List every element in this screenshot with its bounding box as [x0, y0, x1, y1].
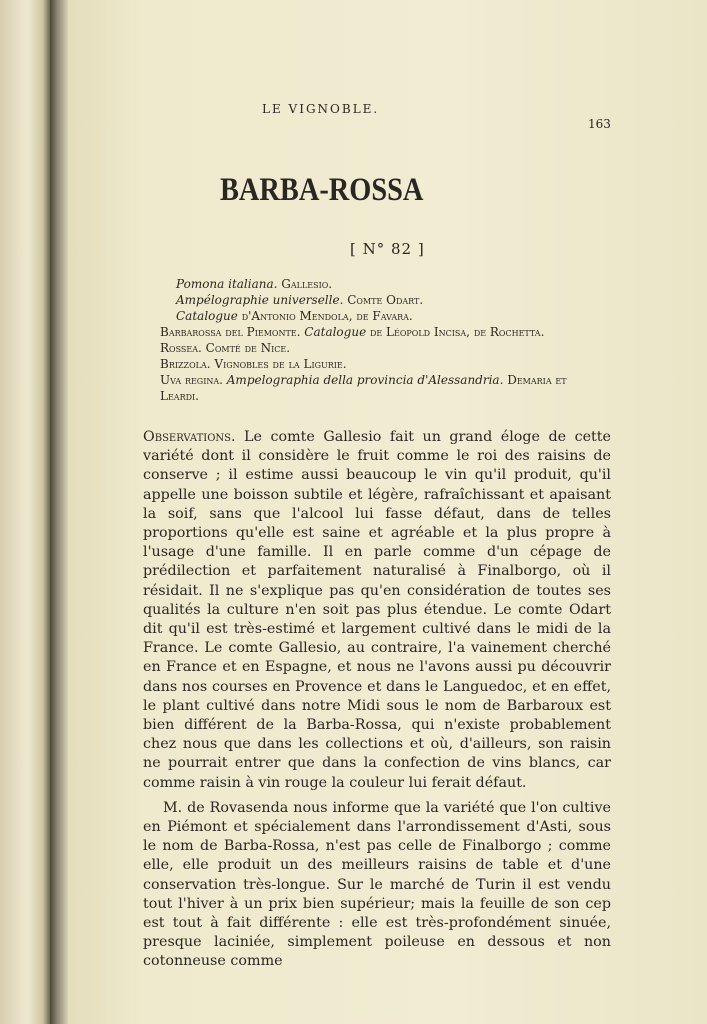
reference-item: Barbarossa del Piemonte. Catalogue de Léopold Incisa, de Rochetta. [160, 325, 545, 339]
references-list [160, 276, 620, 404]
running-head: LE VIGNOBLE. [262, 102, 380, 116]
page-title: BARBA-ROSSA [220, 172, 424, 208]
variety-number: [ N° 82 ] [350, 240, 425, 258]
reference-item: Catalogue d'Antonio Mendola, de Favara. [176, 309, 413, 323]
body-text [143, 428, 611, 972]
paragraph-observations: Observations. Le comte Gallesio fait un grand éloge de cette variété dont il considère le fruit comme le roi des raisins de conserve ; il estime aussi beaucoup le vin qu'il produit, qu'il appelle une boisson subtile et légère, rafraîchissant et apaisant la soif, sans que l'alcool lui fasse défaut, dans de telles proportions qu'elle est saine et agréable et la plus propre à l'usage d'une famille. Il en parle comme d'un cépage de prédilection et parfaitement naturalisé à Finalborgo, où il résidait. Il ne s'explique pas qu'en considération de toutes ses qualités la culture n'en soit pas plus étendue. Le comte Odart dit qu'il est très-estimé et largement cultivé dans le midi de la France. Le comte Gallesio, au contraire, l'a vainement cherché en France et en Espagne, et nous ne l'avons aussi pu découvrir dans nos courses en Provence et dans le Languedoc, et en effet, le plant cultivé dans notre Midi sous le nom de Barbaroux est bien différent de la Barba-Rossa, qui n'existe probablement chez nous que dans les collections et où, d'ailleurs, son raisin ne pourrait entrer que dans la confection de vins blancs, car comme raisin à vin rouge la couleur lui ferait défaut. [143, 429, 611, 791]
observations-label: Observations. [143, 429, 236, 445]
reference-item: Rossea. Comté de Nice. [160, 341, 291, 355]
page-number: 163 [588, 117, 611, 131]
left-page-edge [0, 0, 50, 1024]
paragraph-rovasenda: M. de Rovasenda nous informe que la variété que l'on cultive en Piémont et spécialement dans l'arrondissement d'Asti, sous le nom de Barba-Rossa, n'est pas celle de Finalborgo ; comme elle, elle produit un des meilleurs raisins de table et d'une conservation très-longue. Sur le marché de Turin il est vendu tout l'hiver à un prix bien supérieur; mais la feuille de son cep est tout à fait différente : elle est très-profondément sinuée, presque laciniée, simplement poileuse en dessous et non cotonneuse comme [143, 799, 611, 970]
reference-item: Uva regina. Ampelographia della provincia d'Alessandria. Demaria et [160, 373, 567, 387]
reference-item: Leardi. [160, 389, 199, 403]
reference-item: Brizzola. Vignobles de la Ligurie. [160, 357, 347, 371]
book-spine [50, 0, 68, 1024]
reference-item: Ampélographie universelle. Comte Odart. [176, 293, 424, 307]
reference-item: Pomona italiana. Gallesio. [176, 277, 333, 291]
